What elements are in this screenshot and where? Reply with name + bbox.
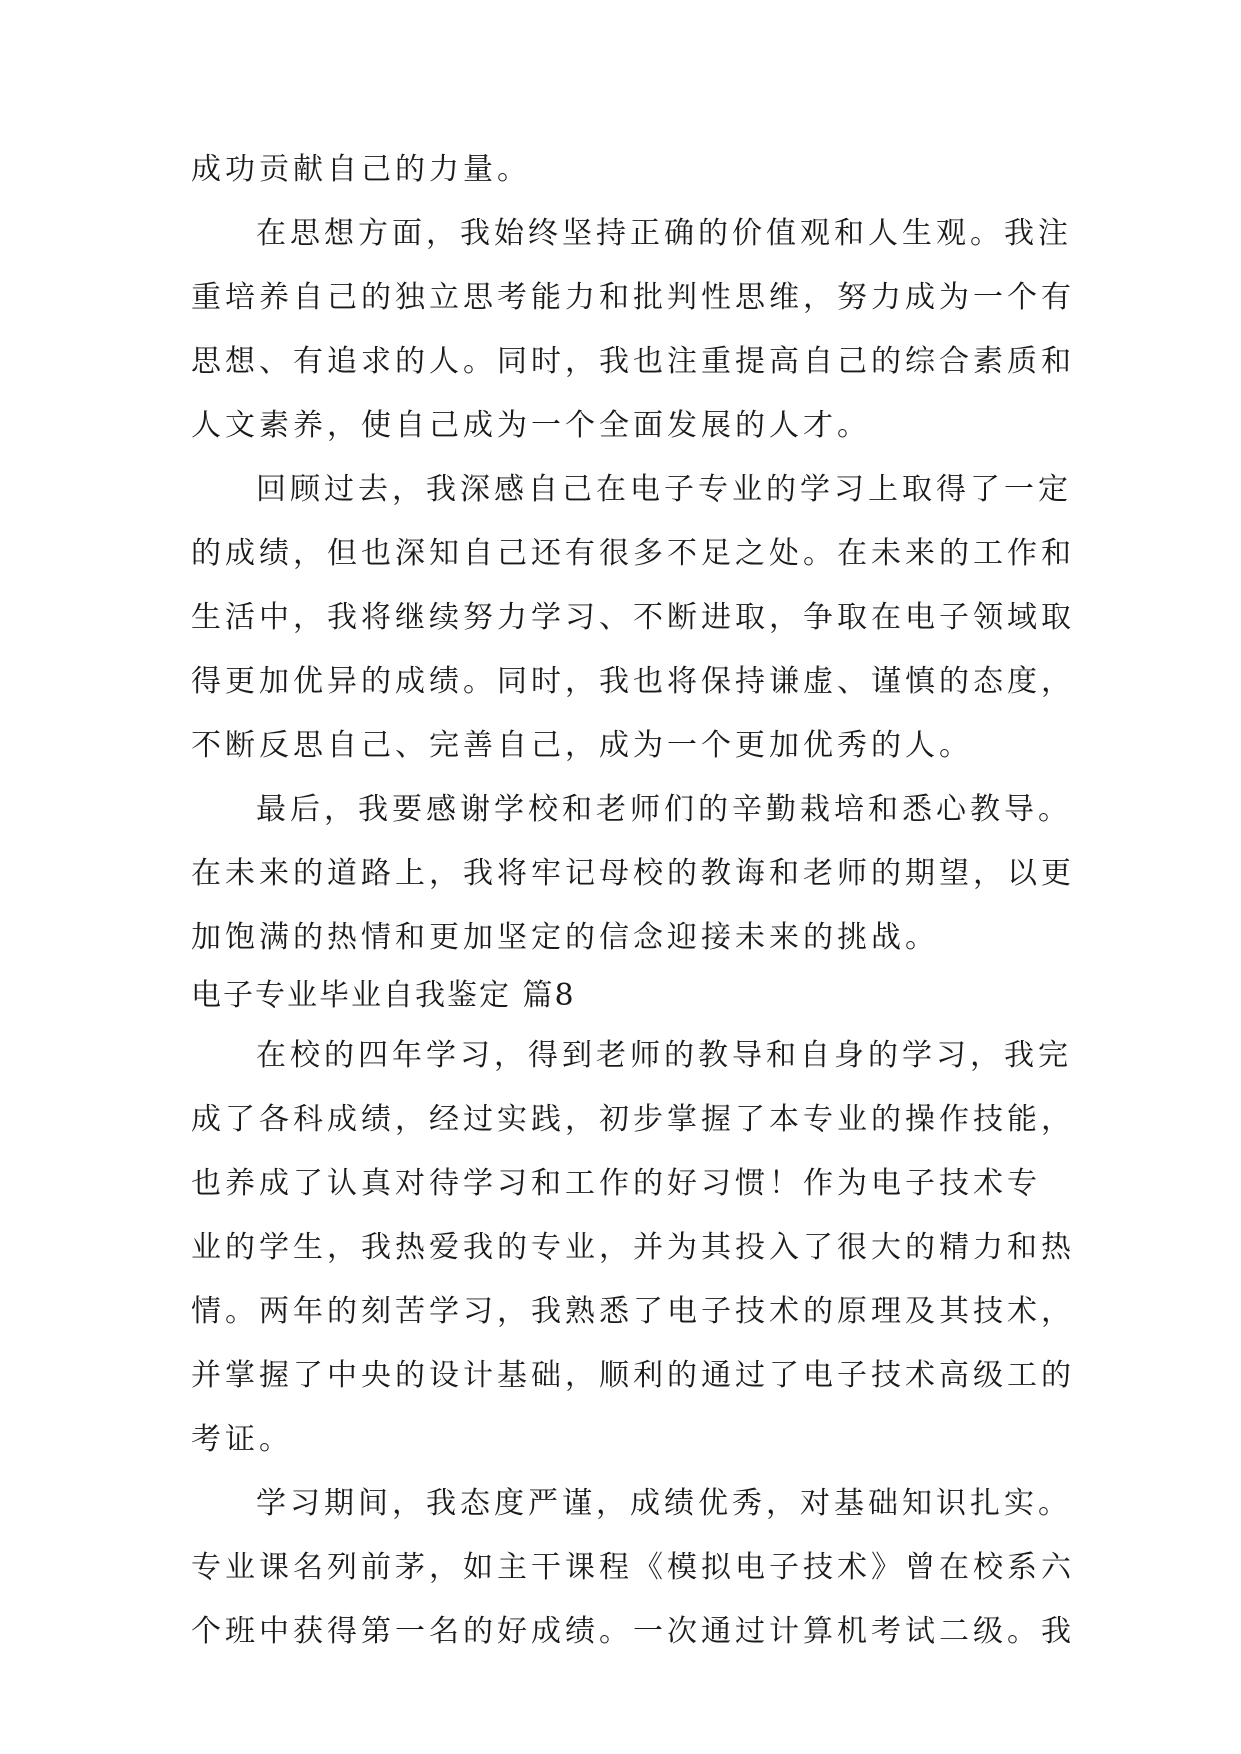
text-line: 考证。: [191, 1422, 293, 1457]
text-line: 在未来的道路上，我将牢记母校的教诲和老师的期望，以更: [191, 856, 1075, 891]
paragraph-first-line: 回顾过去，我深感自己在电子专业的学习上取得了一定: [256, 472, 1072, 507]
text-line: 情。两年的刻苦学习，我熟悉了电子技术的原理及其技术，: [191, 1294, 1075, 1329]
paragraph-first-line: 在思想方面，我始终坚持正确的价值观和人生观。我注: [256, 216, 1072, 251]
text-line: 成功贡献自己的力量。: [191, 152, 531, 187]
text-line: 重培养自己的独立思考能力和批判性思维，努力成为一个有: [191, 280, 1075, 315]
text-line: 加饱满的热情和更加坚定的信念迎接未来的挑战。: [191, 920, 939, 955]
text-line: 生活中，我将继续努力学习、不断进取，争取在电子领域取: [191, 600, 1075, 635]
section-heading: 电子专业毕业自我鉴定 篇8: [191, 978, 576, 1013]
text-line: 个班中获得第一名的好成绩。一次通过计算机考试二级。我: [191, 1614, 1075, 1649]
paragraph-first-line: 在校的四年学习，得到老师的教导和自身的学习，我完: [256, 1038, 1072, 1073]
text-line: 并掌握了中央的设计基础，顺利的通过了电子技术高级工的: [191, 1358, 1075, 1393]
text-line: 成了各科成绩，经过实践，初步掌握了本专业的操作技能，: [191, 1102, 1075, 1137]
text-line: 专业课名列前茅，如主干课程《模拟电子技术》曾在校系六: [191, 1550, 1075, 1585]
text-line: 不断反思自己、完善自己，成为一个更加优秀的人。: [191, 728, 973, 763]
text-line: 的成绩，但也深知自己还有很多不足之处。在未来的工作和: [191, 536, 1075, 571]
text-line: 思想、有追求的人。同时，我也注重提高自己的综合素质和: [191, 344, 1075, 379]
paragraph-first-line: 最后，我要感谢学校和老师们的辛勤栽培和悉心教导。: [256, 792, 1072, 827]
text-line: 业的学生，我热爱我的专业，并为其投入了很大的精力和热: [191, 1230, 1075, 1265]
text-line: 得更加优异的成绩。同时，我也将保持谦虚、谨慎的态度，: [191, 664, 1075, 699]
text-line: 也养成了认真对待学习和工作的好习惯！作为电子技术专: [191, 1166, 1041, 1201]
text-line: 人文素养，使自己成为一个全面发展的人才。: [191, 408, 871, 443]
paragraph-first-line: 学习期间，我态度严谨，成绩优秀，对基础知识扎实。: [256, 1486, 1072, 1521]
